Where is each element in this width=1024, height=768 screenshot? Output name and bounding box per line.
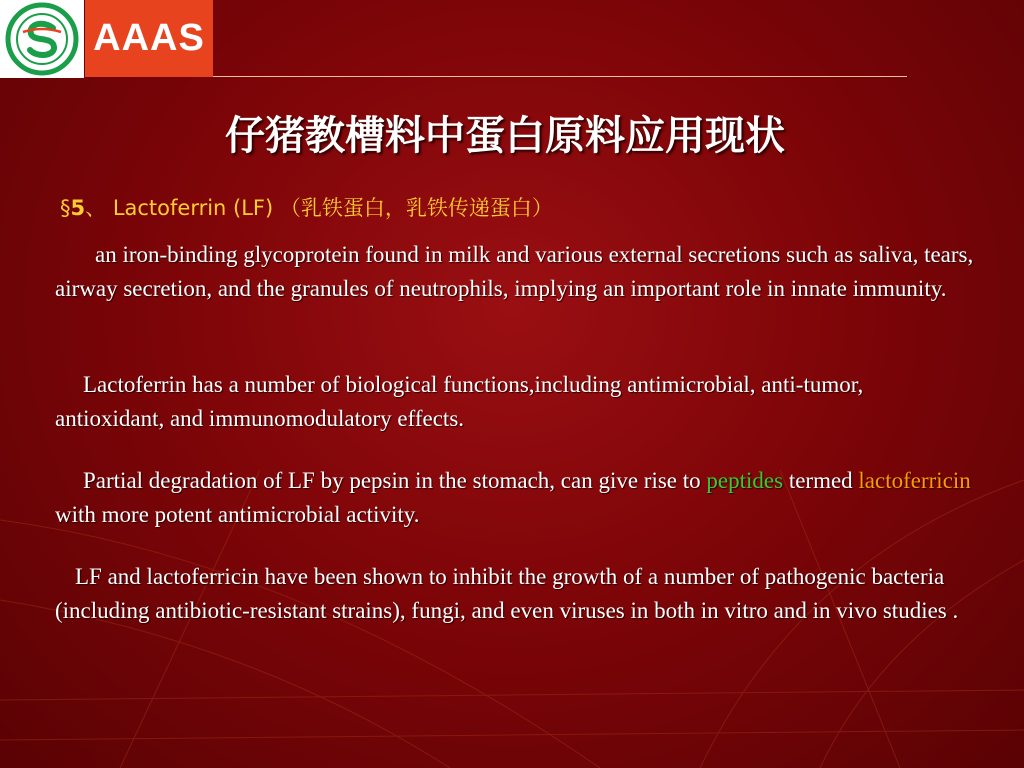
p3-text-2: termed xyxy=(783,468,859,493)
peptides-highlight: peptides xyxy=(706,468,784,493)
logo-emblem xyxy=(0,0,84,78)
aaas-emblem-icon xyxy=(3,2,81,76)
p3-text-1: Partial degradation of LF by pepsin in the stomach, can give rise to xyxy=(83,468,707,493)
paragraph-inhibition: LF and lactoferricin have been shown to inhibit the growth of a number of pathogenic bacteria (including antibiotic-resistant strains), fungi, and even viruses in both in vitro and in vivo studies . xyxy=(55,564,959,623)
section-mark: § xyxy=(60,196,71,220)
paragraph-degradation xyxy=(55,464,975,532)
header-divider xyxy=(213,76,907,77)
section-term: Lactoferrin (LF) xyxy=(112,196,274,220)
section-chinese: （乳铁蛋白，乳铁传递蛋白） xyxy=(279,196,553,220)
p3-text-3: with more potent antimicrobial activity. xyxy=(55,502,420,527)
section-number: 5 xyxy=(70,196,86,220)
section-heading xyxy=(60,192,553,222)
section-separator: 、 xyxy=(85,196,107,220)
aaas-logo: AAAS xyxy=(85,0,213,77)
page-title: 仔猪教槽料中蛋白原料应用现状 xyxy=(225,112,785,159)
lactoferricin-highlight: lactoferricin xyxy=(858,468,971,493)
paragraph-functions: Lactoferrin has a number of biological functions,including antimicrobial, anti-tumor, antioxidant, and immunomodulatory effects. xyxy=(55,372,864,431)
paragraph-definition: an iron-binding glycoprotein found in milk and various external secretions such as saliva, tears, airway secretion, and the granules of neutrophils, implying an important role in innate immunity. xyxy=(55,242,974,301)
